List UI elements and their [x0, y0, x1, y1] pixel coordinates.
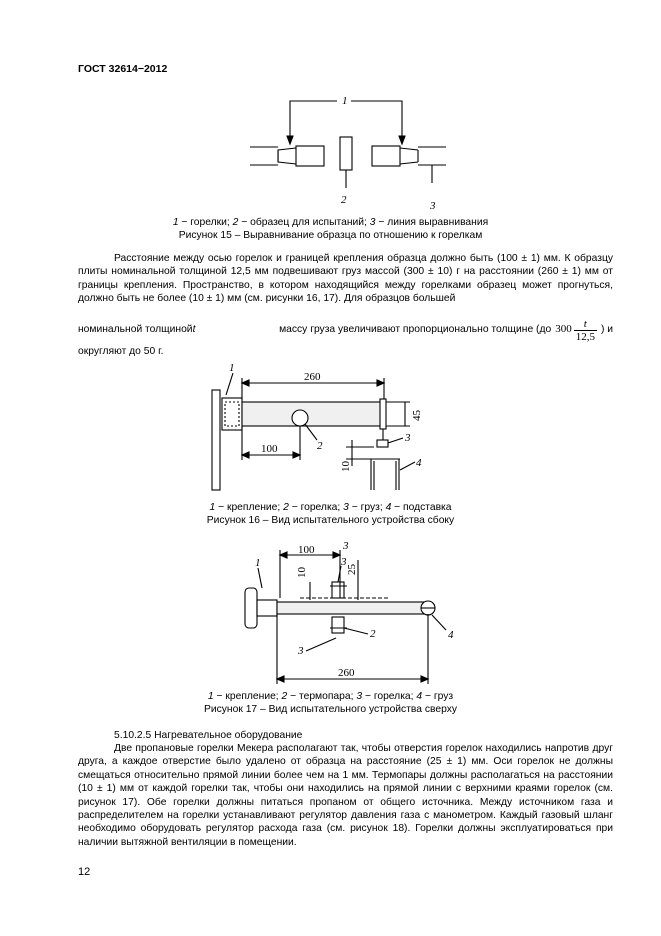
fig17-dim-gap10: 10 [296, 567, 308, 578]
fig17-label-burner-top: 3 [341, 556, 347, 568]
figure-16-title: Рисунок 16 – Вид испытательного устройства сбоку [206, 515, 455, 526]
fig17-label-burner-bottom: 3 [298, 645, 304, 657]
weight-formula: 300 t 12,5 [555, 317, 595, 343]
figure-15-title: Рисунок 15 – Выравнивание образца по отношению к горелкам [178, 230, 483, 241]
figure-15-legend: 1 − горелки; 2 − образец для испытаний; 3 − линия выравнивания [172, 217, 489, 228]
fig15-label-burners: 1 [342, 95, 348, 107]
fig17-label-mount: 1 [255, 557, 261, 569]
figure-17-drawing [235, 535, 465, 685]
figure-17-legend: 1 − крепление; 2 − термопара; 3 − горелка; 4 − груз [207, 691, 454, 702]
fig17-label-thermocouple: 2 [370, 628, 376, 640]
fig17-dim-offset: 100 [298, 544, 315, 556]
figure-16-legend: 1 − крепление; 2 − горелка; 3 − груз; 4 − подставка [209, 502, 452, 513]
fig17-label-weight: 4 [448, 629, 454, 641]
fig17-dim-gap25: 25 [346, 564, 358, 575]
fig17-label-burner: 3 [343, 540, 349, 552]
fig15-label-line: 3 [430, 200, 436, 212]
figure-16-drawing [205, 360, 445, 495]
section-body: Две пропановые горелки Мекера располагают так, чтобы отверстия горелок находились напротив друг друга, а каждое отверстие было удалено от образца на расстояние (25 ± 1) мм. Оси горелок не должны смещаться относительно прямой линии более чем на 1 мм. Термопары должны располагаться на расстоянии (10 ± 1) мм от каждой горелки так, чтобы они находились на прямой линии с верхними краями горелок (см. рисунок 17). Обе горелки должны питаться пропаном от общего источника. Между источником газа и распределителем на горелки устанавливают регулятор давления газа с манометром. Каждый газовый шланг необходимо оборудовать регулятор расхода газа (см. рисунок 18). Горелки должны эксплуатироваться при наличии вытяжной вентиляции в помещении. [78, 743, 613, 848]
fig16-label-mount: 1 [229, 362, 235, 374]
paragraph-specimen-spacing: Расстояние между осью горелок и границей крепления образца должно быть (100 ± 1) мм. К образцу плиты номинальной толщиной 12,5 мм подвешивают груз массой (300 ± 10) г на расстоянии (260 ± 1) мм от границы крепления. Пространство, в котором находящийся между горелками образец может прогнуться, должно быть не более (10 ± 1) мм (см. рисунки 16, 17). Для образцов большей [78, 253, 613, 305]
fig16-label-support: 4 [416, 457, 422, 469]
paragraph-rounding: округляют до 50 г. [78, 346, 164, 357]
page-number: 12 [78, 866, 91, 878]
document-header: ГОСТ 32614−2012 [78, 63, 168, 75]
fig16-dim-offset: 100 [261, 443, 278, 455]
fig16-dim-height: 45 [411, 410, 423, 421]
figure-15-drawing [240, 92, 460, 212]
figure-17-title: Рисунок 17 – Вид испытательного устройства сверху [204, 704, 457, 715]
section-heading: 5.10.2.5 Нагревательное оборудование [114, 730, 303, 741]
fig16-label-burner: 2 [317, 440, 323, 452]
paragraph-formula-line: номинальной толщиной t массу груза увеличивают пропорционально толщине (до 300 t 12,5 ) и [78, 317, 613, 343]
fig16-label-weight: 3 [405, 432, 411, 444]
fig17-dim-length: 260 [338, 667, 355, 679]
fig16-dim-length: 260 [304, 371, 321, 383]
fig15-label-specimen: 2 [341, 194, 347, 206]
fig16-dim-gap: 10 [340, 461, 352, 472]
